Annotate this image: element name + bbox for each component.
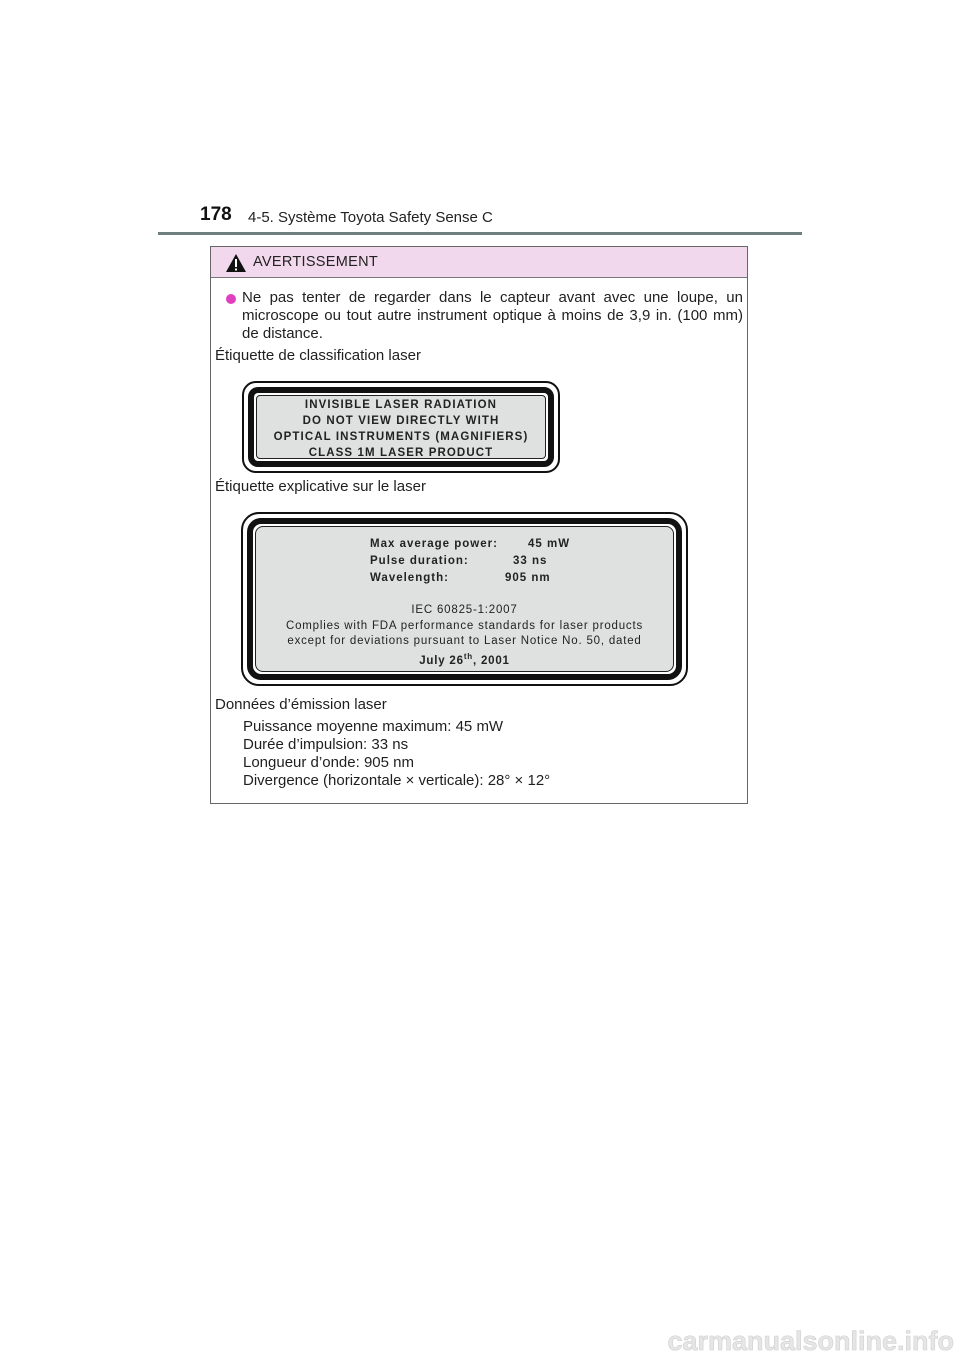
watermark-logo [598, 1324, 958, 1358]
date-line [256, 649, 673, 669]
bullet-line: microscope ou tout autre instrument optique à moins de 3,9 in. (100 mm) [242, 307, 743, 324]
classification-caption: Étiquette de classification laser [215, 347, 421, 364]
warning-bullet-text [242, 289, 743, 343]
label-line: DO NOT VIEW DIRECTLY WITH [302, 415, 500, 427]
classification-label-panel [256, 395, 546, 459]
emission-item: Durée d’impulsion: 33 ns [243, 736, 409, 753]
standard-text: IEC 60825-1:2007 [411, 604, 518, 616]
spec-name: Max average power: [370, 538, 498, 550]
warning-triangle-icon [225, 253, 247, 273]
explanatory-label-panel [255, 526, 674, 672]
date-sup: th [463, 652, 473, 661]
label-line: INVISIBLE LASER RADIATION [304, 399, 498, 411]
spec-value: 905 nm [505, 572, 551, 584]
warning-title: AVERTISSEMENT [253, 254, 379, 270]
header-divider [158, 232, 802, 235]
label-line: CLASS 1M LASER PRODUCT [308, 447, 494, 459]
warning-header [211, 247, 747, 278]
label-line: OPTICAL INSTRUMENTS (MAGNIFIERS) [273, 431, 529, 443]
explanatory-label [241, 512, 688, 686]
bullet-icon [226, 294, 236, 304]
compliance-line: except for deviations pursuant to Laser Notice No. 50, dated [287, 635, 642, 647]
section-title: 4-5. Système Toyota Safety Sense C [248, 209, 493, 226]
classification-label [242, 381, 560, 473]
explanatory-caption: Étiquette explicative sur le laser [215, 478, 426, 495]
emission-caption: Données d’émission laser [215, 696, 387, 713]
emission-item: Divergence (horizontale × verticale): 28° × 12° [243, 772, 551, 789]
spec-name: Pulse duration: [370, 555, 469, 567]
date-suffix: , 2001 [472, 654, 510, 667]
spec-value: 33 ns [513, 555, 548, 567]
svg-text:carmanualsonline.info: carmanualsonline.info [667, 1326, 954, 1356]
bullet-line: Ne pas tenter de regarder dans le capteur avant avec une loupe, un [242, 289, 743, 306]
bullet-line: de distance. [242, 325, 323, 342]
spec-value: 45 mW [528, 538, 571, 550]
date-prefix: July 26 [419, 654, 464, 667]
compliance-line: Complies with FDA performance standards for laser products [285, 620, 644, 632]
spec-name: Wavelength: [370, 572, 449, 584]
page-number: 178 [200, 204, 232, 225]
emission-item: Puissance moyenne maximum: 45 mW [243, 718, 504, 735]
emission-item: Longueur d’onde: 905 nm [243, 754, 414, 771]
